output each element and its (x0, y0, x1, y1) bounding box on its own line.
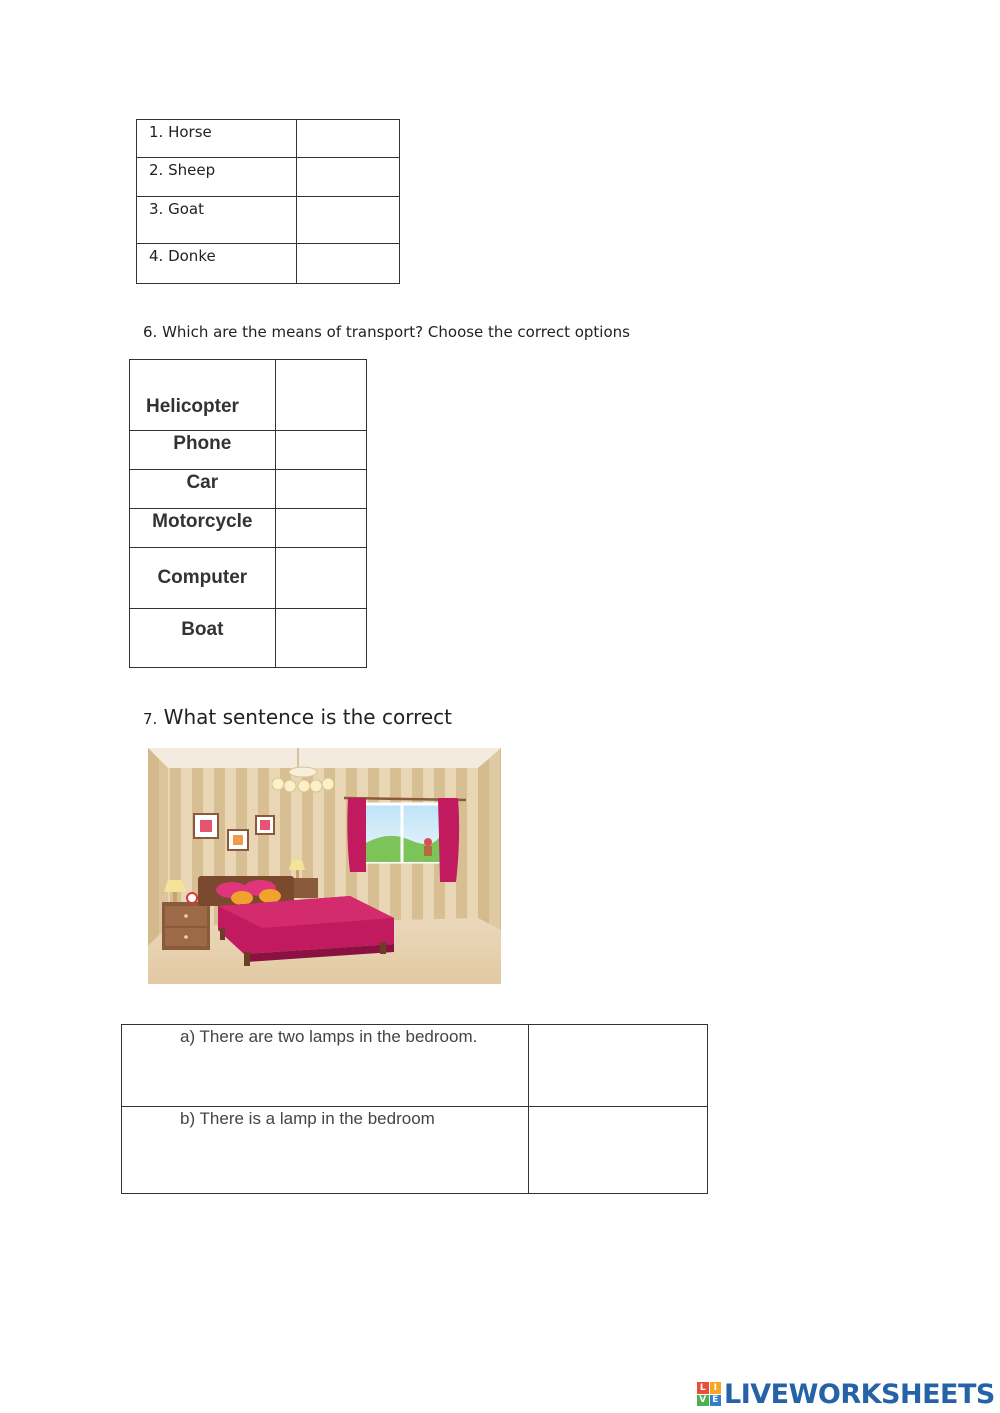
table-row (130, 360, 367, 431)
sentence-option-b: b) There is a lamp in the bedroom (122, 1107, 529, 1194)
table-row (137, 197, 400, 244)
table-row (130, 509, 367, 548)
table-row (137, 158, 400, 197)
table-row (130, 470, 367, 509)
nightstand-icon (162, 902, 210, 950)
liveworksheets-logo (697, 1378, 995, 1410)
answer-cell[interactable] (297, 244, 400, 284)
transport-label: Helicopter (130, 360, 276, 431)
animal-label: 4. Donke (137, 244, 297, 284)
transport-label: Car (130, 470, 276, 509)
bedroom-illustration (148, 748, 501, 984)
answer-cell[interactable] (275, 509, 366, 548)
transport-label: Computer (130, 548, 276, 609)
answer-cell[interactable] (275, 470, 366, 509)
answer-cell[interactable] (275, 548, 366, 609)
sentence-option-a: a) There are two lamps in the bedroom. (122, 1025, 529, 1107)
answer-cell[interactable] (528, 1025, 707, 1107)
animal-label: 3. Goat (137, 197, 297, 244)
table-row (122, 1107, 708, 1194)
logo-mark-icon: L I V E (697, 1382, 721, 1406)
transport-label: Phone (130, 431, 276, 470)
answer-cell[interactable] (275, 609, 366, 668)
animal-label: 1. Horse (137, 120, 297, 158)
question-6: 6. Which are the means of transport? Choose the correct options (143, 323, 630, 341)
answer-cell[interactable] (297, 197, 400, 244)
answer-cell[interactable] (275, 360, 366, 431)
question-number: 7. (143, 710, 158, 728)
transport-table (129, 359, 367, 668)
transport-label: Boat (130, 609, 276, 668)
window-icon (364, 804, 440, 862)
clock-icon (187, 893, 197, 903)
table-row (130, 548, 367, 609)
transport-label: Motorcycle (130, 509, 276, 548)
answer-cell[interactable] (528, 1107, 707, 1194)
logo-text: LIVEWORKSHEETS (724, 1378, 995, 1410)
answer-cell[interactable] (275, 431, 366, 470)
sentences-table (121, 1024, 708, 1194)
table-row (130, 431, 367, 470)
question-7 (143, 705, 452, 729)
answer-cell[interactable] (297, 158, 400, 197)
animal-label: 2. Sheep (137, 158, 297, 197)
table-row (130, 609, 367, 668)
animals-table (136, 119, 400, 284)
table-row (137, 120, 400, 158)
table-row (122, 1025, 708, 1107)
table-row (137, 244, 400, 284)
answer-cell[interactable] (297, 120, 400, 158)
question-text: What sentence is the correct (163, 705, 453, 729)
